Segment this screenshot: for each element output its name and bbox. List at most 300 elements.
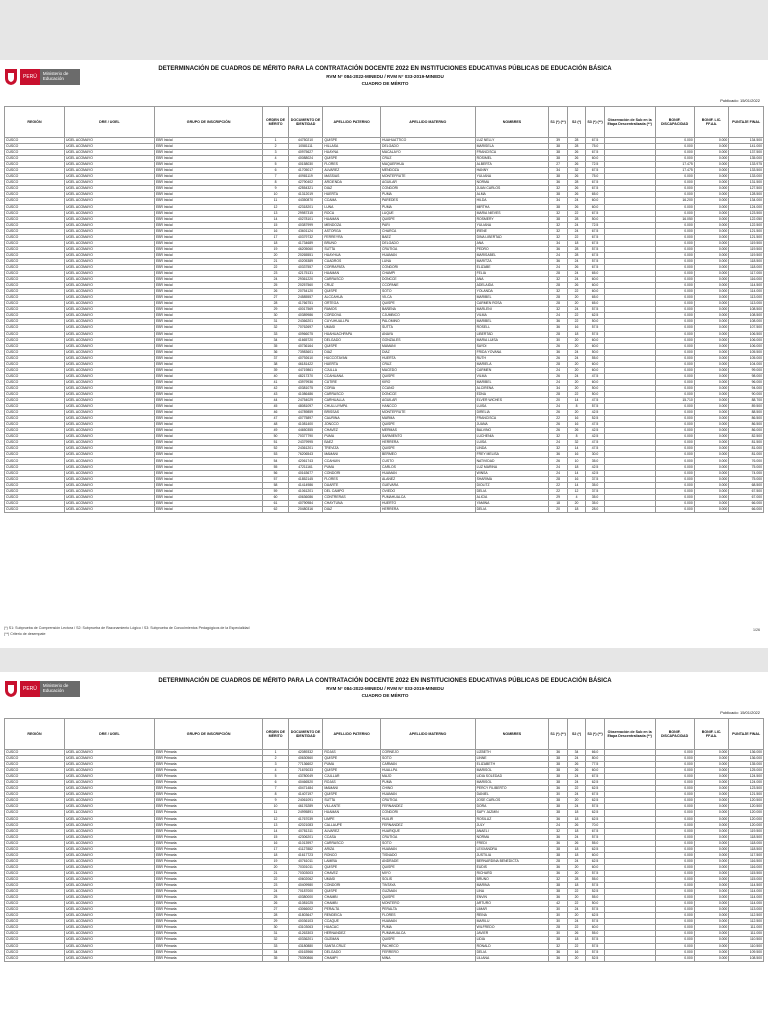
table-cell: 0.000	[694, 488, 729, 494]
table-cell: 55	[263, 464, 288, 470]
table-cell: 24	[549, 470, 567, 476]
table-cell: 24	[567, 228, 585, 234]
column-header: BONIF. LIC. FF.AA.	[694, 107, 729, 138]
table-cell: 39	[263, 367, 288, 373]
table-cell: 0.000	[694, 174, 729, 180]
table-cell: EBR Primaria	[154, 756, 262, 762]
table-cell: 67.5	[586, 828, 604, 834]
table-cell: EBR Inicial	[154, 476, 262, 482]
table-cell: 116.000	[729, 277, 764, 283]
table-cell: 0.000	[655, 222, 694, 228]
table-cell: PERCY FILIBERTO	[475, 786, 549, 792]
table-cell: 57.5	[586, 804, 604, 810]
table-cell: 24	[567, 373, 585, 379]
table-cell: 18	[567, 810, 585, 816]
table-cell: 30	[549, 919, 567, 925]
table-cell: 41013997	[288, 840, 323, 846]
table-cell: 34	[549, 385, 567, 391]
table-cell: CUSCO	[5, 780, 65, 786]
table-cell: 20	[567, 913, 585, 919]
table-cell: 54	[263, 458, 288, 464]
table-cell: 37.5	[586, 488, 604, 494]
table-cell: CARMEN ROSA	[475, 301, 549, 307]
table-cell: FLORES	[323, 162, 381, 168]
table-cell: 0.000	[694, 895, 729, 901]
table-cell: 0.000	[694, 325, 729, 331]
table-cell: 12	[263, 204, 288, 210]
table-cell: 0.000	[655, 883, 694, 889]
table-cell: 50.0	[586, 901, 604, 907]
table-cell: CUSCO	[5, 464, 65, 470]
table-cell: UGEL ACOMAYO	[64, 876, 154, 882]
table-cell: 40775897	[288, 416, 323, 422]
table-cell: 56	[263, 470, 288, 476]
table-cell: 47.5	[586, 373, 604, 379]
table-cell: EBR Primaria	[154, 895, 262, 901]
table-cell: 28	[263, 913, 288, 919]
table-cell: MENDOZA	[381, 168, 476, 174]
table-cell: REINA	[475, 913, 549, 919]
table-cell: EBR Inicial	[154, 428, 262, 434]
table-cell: CUSCO	[5, 138, 65, 144]
table-cell: 48081097	[288, 404, 323, 410]
table-cell: LUNA	[323, 204, 381, 210]
table-cell: 0.000	[655, 925, 694, 931]
table-cell: 68.500	[729, 482, 764, 488]
table-cell: 128.500	[729, 192, 764, 198]
table-cell: 0.000	[655, 768, 694, 774]
table-cell: 24	[567, 198, 585, 204]
table-cell: LUISA	[475, 440, 549, 446]
table-cell: EBR Inicial	[154, 180, 262, 186]
table-cell: 57.5	[586, 870, 604, 876]
table-cell: 98.000	[729, 373, 764, 379]
table-cell: CRUTIGA	[381, 834, 476, 840]
table-cell: UGEL ACOMAYO	[64, 144, 154, 150]
table-cell: 0.000	[655, 834, 694, 840]
table-cell: HUARIQUE	[381, 828, 476, 834]
table-cell: 0.000	[694, 476, 729, 482]
table-cell: 133.975	[729, 162, 764, 168]
table-cell: CUSCO	[5, 913, 65, 919]
table-cell: 62	[263, 506, 288, 512]
table-cell: CCANO	[381, 385, 476, 391]
table-cell: EBR Primaria	[154, 780, 262, 786]
table-cell: UGEL ACOMAYO	[64, 283, 154, 289]
table-cell: 0.000	[655, 404, 694, 410]
table-cell: 47.5	[586, 440, 604, 446]
table-cell: UGEL ACOMAYO	[64, 391, 154, 397]
table-cell: 0.000	[655, 470, 694, 476]
table-cell: CUSCO	[5, 804, 65, 810]
table-cell: HUAMAN	[381, 470, 476, 476]
table-cell: 14	[567, 482, 585, 488]
table-cell: 0.000	[655, 355, 694, 361]
table-cell: 22	[263, 264, 288, 270]
table-cell: 0.000	[694, 506, 729, 512]
table-cell: ADELAIDA	[475, 283, 549, 289]
table-cell: UGEL ACOMAYO	[64, 385, 154, 391]
table-cell: 24	[549, 264, 567, 270]
table-cell: EBR Inicial	[154, 222, 262, 228]
table-cell: 0.000	[694, 901, 729, 907]
table-cell: CUSCO	[5, 307, 65, 313]
table-cell: FRIDA YOVANA	[475, 349, 549, 355]
table-cell: PERALTA	[323, 907, 381, 913]
table-cell: CUSCO	[5, 391, 65, 397]
table-cell: 33	[263, 943, 288, 949]
table-cell: 40790984	[288, 500, 323, 506]
table-cell: 28	[549, 476, 567, 482]
table-cell: 0.000	[694, 204, 729, 210]
table-cell: 0.000	[655, 750, 694, 756]
table-cell: ARTURO	[475, 901, 549, 907]
table-cell: 60.0	[586, 204, 604, 210]
table-cell: 43103063	[288, 925, 323, 931]
table-cell: CUSCO	[5, 434, 65, 440]
table-cell: 20	[567, 385, 585, 391]
table-cell: CARMAN	[381, 762, 476, 768]
column-header: REGIÓN	[5, 719, 65, 750]
table-cell: 22	[549, 482, 567, 488]
table-cell: 41127882	[288, 846, 323, 852]
table-cell: PUMA	[381, 204, 476, 210]
table-cell: CUSCO	[5, 440, 65, 446]
table-cell: 34	[549, 198, 567, 204]
table-cell: 42306201	[288, 834, 323, 840]
table-cell: 0.000	[694, 446, 729, 452]
table-cell: 40	[263, 373, 288, 379]
table-cell: DANIEL	[475, 792, 549, 798]
table-cell: 44	[263, 398, 288, 404]
table-cell: 28	[567, 252, 585, 258]
table-cell: UGEL ACOMAYO	[64, 264, 154, 270]
table-cell: CHINO	[381, 786, 476, 792]
table-cell: UGEL ACOMAYO	[64, 901, 154, 907]
table-cell: UGEL ACOMAYO	[64, 750, 154, 756]
table-cell: 36	[263, 349, 288, 355]
table-cell: 17	[263, 846, 288, 852]
table-cell: 20	[567, 361, 585, 367]
table-cell: 94.000	[729, 385, 764, 391]
table-cell: 105.000	[729, 355, 764, 361]
table-cell: EBR Primaria	[154, 955, 262, 961]
table-cell: 67.5	[586, 792, 604, 798]
table-cell: EBR Inicial	[154, 325, 262, 331]
table-cell: 18	[567, 331, 585, 337]
table-cell: 123.500	[729, 786, 764, 792]
table-cell: 26	[567, 174, 585, 180]
table-cell: 118.500	[729, 834, 764, 840]
table-cell: 44750210	[288, 138, 323, 144]
table-cell: 70303003	[288, 870, 323, 876]
table-cell: CUSCO	[5, 822, 65, 828]
table-cell: 24	[549, 440, 567, 446]
table-cell: RAMOS	[323, 307, 381, 313]
table-cell: 0.000	[655, 931, 694, 937]
table-cell: 27	[263, 907, 288, 913]
table-cell: 0.000	[694, 192, 729, 198]
table-cell: 40163677	[288, 470, 323, 476]
table-cell: CONTRERAS	[323, 494, 381, 500]
table-cell: 0.000	[655, 949, 694, 955]
table-cell: 60.0	[586, 361, 604, 367]
table-cell: MARISOL	[475, 780, 549, 786]
table-cell: CUSCO	[5, 180, 65, 186]
table-cell: 40602062	[288, 876, 323, 882]
table-cell: 0.000	[694, 404, 729, 410]
table-cell: HUAMAN	[381, 846, 476, 852]
table-cell: CUSCO	[5, 949, 65, 955]
table-cell: CJUMBICO	[381, 313, 476, 319]
table-cell: 0.000	[655, 937, 694, 943]
table-cell: 15	[263, 222, 288, 228]
table-cell: 25	[263, 283, 288, 289]
table-cell: CUSCO	[5, 750, 65, 756]
table-cell: HUAMAN	[381, 252, 476, 258]
table-cell: 22	[567, 313, 585, 319]
table-cell: HILLASA	[323, 144, 381, 150]
table-cell: 0.000	[694, 210, 729, 216]
table-cell: ALICIA	[475, 494, 549, 500]
table-cell: 0.000	[655, 138, 694, 144]
table-cell: 57.5	[586, 325, 604, 331]
table-cell: CUSCO	[5, 500, 65, 506]
table-cell: EBR Inicial	[154, 174, 262, 180]
table-cell: 62.5	[586, 816, 604, 822]
table-cell: 51	[263, 440, 288, 446]
table-cell: 28	[567, 144, 585, 150]
table-cell: 131.500	[729, 180, 764, 186]
table-cell: HUERTA	[323, 361, 381, 367]
table-cell: CARRASCO	[323, 391, 381, 397]
table-cell: 44719861	[288, 367, 323, 373]
table-cell: EBR Primaria	[154, 949, 262, 955]
table-cell: CUSCO	[5, 343, 65, 349]
table-cell: FERREYRA	[323, 234, 381, 240]
table-cell: HUAMAN	[323, 810, 381, 816]
table-cell: UGEL ACOMAYO	[64, 500, 154, 506]
column-header: GRUPO DE INSCRIPCIÓN	[154, 719, 262, 750]
table-cell: 0.000	[655, 271, 694, 277]
table-cell: EBR Primaria	[154, 889, 262, 895]
table-cell: CCAMA	[323, 198, 381, 204]
table-cell: 0.000	[694, 828, 729, 834]
table-cell: 0.000	[655, 464, 694, 470]
table-cell: EBR Inicial	[154, 470, 262, 476]
table-cell: EBR Primaria	[154, 774, 262, 780]
table-cell: 65.0	[586, 192, 604, 198]
table-cell: 26	[567, 822, 585, 828]
table-cell: 32	[549, 210, 567, 216]
table-cell: 122.050	[729, 216, 764, 222]
table-cell: 0.000	[694, 337, 729, 343]
table-cell: 5	[263, 162, 288, 168]
table-cell: 116.000	[729, 864, 764, 870]
table-cell: QUISPE	[381, 864, 476, 870]
table-cell: 10581111	[288, 144, 323, 150]
table-cell: 20257560	[288, 283, 323, 289]
table-cell: 30	[549, 931, 567, 937]
table-cell: 41705017	[288, 168, 323, 174]
table-cell: HUAYNA	[323, 150, 381, 156]
table-cell: 0.000	[694, 343, 729, 349]
table-cell: WILFREDO	[475, 925, 549, 931]
table-cell: 48	[263, 422, 288, 428]
column-header: PUNTAJE FINAL	[729, 107, 764, 138]
table-cell: UGEL ACOMAYO	[64, 476, 154, 482]
table-cell: 26	[567, 768, 585, 774]
column-header: NOMBRES	[475, 107, 549, 138]
table-cell: SAYDI	[475, 343, 549, 349]
table-cell: 12	[567, 488, 585, 494]
table-cell: ARCIENDA	[323, 180, 381, 186]
table-cell: 0.000	[694, 913, 729, 919]
table-cell: 0.000	[694, 756, 729, 762]
table-cell: 141.000	[729, 144, 764, 150]
merit-table	[4, 106, 764, 513]
table-cell: 60.0	[586, 852, 604, 858]
table-cell: DEL CAMPO	[323, 488, 381, 494]
table-cell: EDNA	[475, 391, 549, 397]
table-cell: 36	[549, 949, 567, 955]
table-cell: CUSCO	[5, 798, 65, 804]
table-cell: QUISPE	[381, 446, 476, 452]
table-cell: 0.000	[655, 422, 694, 428]
table-cell: EBR Inicial	[154, 301, 262, 307]
table-cell: UGEL ACOMAYO	[64, 349, 154, 355]
table-cell: 34	[549, 168, 567, 174]
table-cell: 57.5	[586, 943, 604, 949]
table-cell: 60.0	[586, 198, 604, 204]
table-cell: UGEL ACOMAYO	[64, 774, 154, 780]
table-header-row	[5, 107, 764, 138]
table-cell: 60.0	[586, 925, 604, 931]
table-cell: 0.000	[694, 434, 729, 440]
table-cell: MARISELA	[475, 144, 549, 150]
table-cell: CHAMPI	[323, 955, 381, 961]
table-cell: UGEL ACOMAYO	[64, 434, 154, 440]
table-cell: 112.500	[729, 913, 764, 919]
table-cell: 16	[567, 949, 585, 955]
table-cell: CCASA	[323, 834, 381, 840]
table-cell: FRANCISCA	[475, 416, 549, 422]
table-cell: 0.000	[694, 943, 729, 949]
table-cell: 117.000	[729, 271, 764, 277]
table-cell: 0.000	[694, 283, 729, 289]
table-cell: ASTORGA	[323, 228, 381, 234]
table-cell: EBR Inicial	[154, 391, 262, 397]
table-cell: 0.000	[655, 258, 694, 264]
table-cell: EBR Inicial	[154, 488, 262, 494]
document-subtitle: RVM N° 084-2022-MINEDU / RVM N° 033-2019-MINEDU	[326, 686, 444, 691]
table-cell: CUSCO	[5, 446, 65, 452]
table-cell: CCAHUIN	[323, 458, 381, 464]
table-cell: 40389986	[288, 313, 323, 319]
table-cell: DELIA	[475, 949, 549, 955]
table-cell: JUANA	[475, 422, 549, 428]
table-cell: 42175131	[288, 271, 323, 277]
table-cell: 134.500	[729, 138, 764, 144]
table-cell: HANNY	[475, 168, 549, 174]
table-cell: 31	[263, 319, 288, 325]
table-cell: 46181422	[288, 361, 323, 367]
table-cell: HILDA	[475, 198, 549, 204]
table-cell: 96.000	[729, 379, 764, 385]
table-cell: 0.000	[655, 482, 694, 488]
table-cell: 77136602	[288, 762, 323, 768]
table-cell: 0.000	[655, 804, 694, 810]
table-cell: 57.5	[586, 907, 604, 913]
table-cell: CRUZ	[381, 361, 476, 367]
column-header: APELLIDO MATERNO	[381, 107, 476, 138]
table-cell: 0.000	[655, 913, 694, 919]
table-cell: MAMANI	[323, 786, 381, 792]
table-cell: 1	[263, 750, 288, 756]
table-cell: JONCCO	[323, 422, 381, 428]
table-cell: 5	[263, 774, 288, 780]
table-cell: EBR Inicial	[154, 458, 262, 464]
table-cell: ANAELI	[475, 828, 549, 834]
table-cell: 33	[263, 331, 288, 337]
table-cell: CUSCO	[5, 925, 65, 931]
table-cell: CUADROS	[323, 258, 381, 264]
table-cell: 0.000	[694, 398, 729, 404]
table-cell: VILLANTE	[323, 804, 381, 810]
table-cell: 36	[549, 452, 567, 458]
table-cell: 0.000	[655, 174, 694, 180]
table-cell: 113.000	[729, 301, 764, 307]
table-cell: MASSIAS	[323, 174, 381, 180]
table-cell: 16.050	[655, 216, 694, 222]
table-cell: EBR Inicial	[154, 283, 262, 289]
table-cell: 34	[263, 337, 288, 343]
table-cell: 42	[549, 901, 567, 907]
table-cell: PARI	[381, 222, 476, 228]
table-cell: NORMA	[475, 834, 549, 840]
table-cell: MARMA	[381, 416, 476, 422]
table-cell: LIMAR	[475, 907, 549, 913]
table-cell: PUMA	[381, 925, 476, 931]
table-cell: 32	[549, 222, 567, 228]
table-cell: 22	[549, 416, 567, 422]
table-cell: CUSCO	[5, 289, 65, 295]
table-cell: 60.0	[586, 768, 604, 774]
table-cell: FREDI	[475, 840, 549, 846]
table-cell: 28.0	[586, 506, 604, 512]
table-cell: EBR Inicial	[154, 349, 262, 355]
document-page-2	[0, 672, 768, 1024]
table-cell: 24379995	[288, 440, 323, 446]
table-cell: 29987315	[288, 210, 323, 216]
table-cell: 40792610	[288, 355, 323, 361]
table-cell: 28	[567, 180, 585, 186]
table-cell: UGEL ACOMAYO	[64, 482, 154, 488]
table-cell: 0.000	[655, 289, 694, 295]
table-cell: IRENE	[475, 228, 549, 234]
table-cell: 127.500	[729, 186, 764, 192]
table-cell: QUISPE	[323, 156, 381, 162]
table-cell: 0.000	[694, 385, 729, 391]
table-cell: 0.000	[655, 234, 694, 240]
logo-brand: PERÚ	[20, 681, 40, 697]
table-cell: EBR Inicial	[154, 186, 262, 192]
table-cell: QUISPE	[323, 756, 381, 762]
table-cell: 40205389	[288, 258, 323, 264]
table-cell: 74.000	[729, 470, 764, 476]
table-cell: CUSCO	[5, 828, 65, 834]
table-cell: 41734689	[288, 240, 323, 246]
